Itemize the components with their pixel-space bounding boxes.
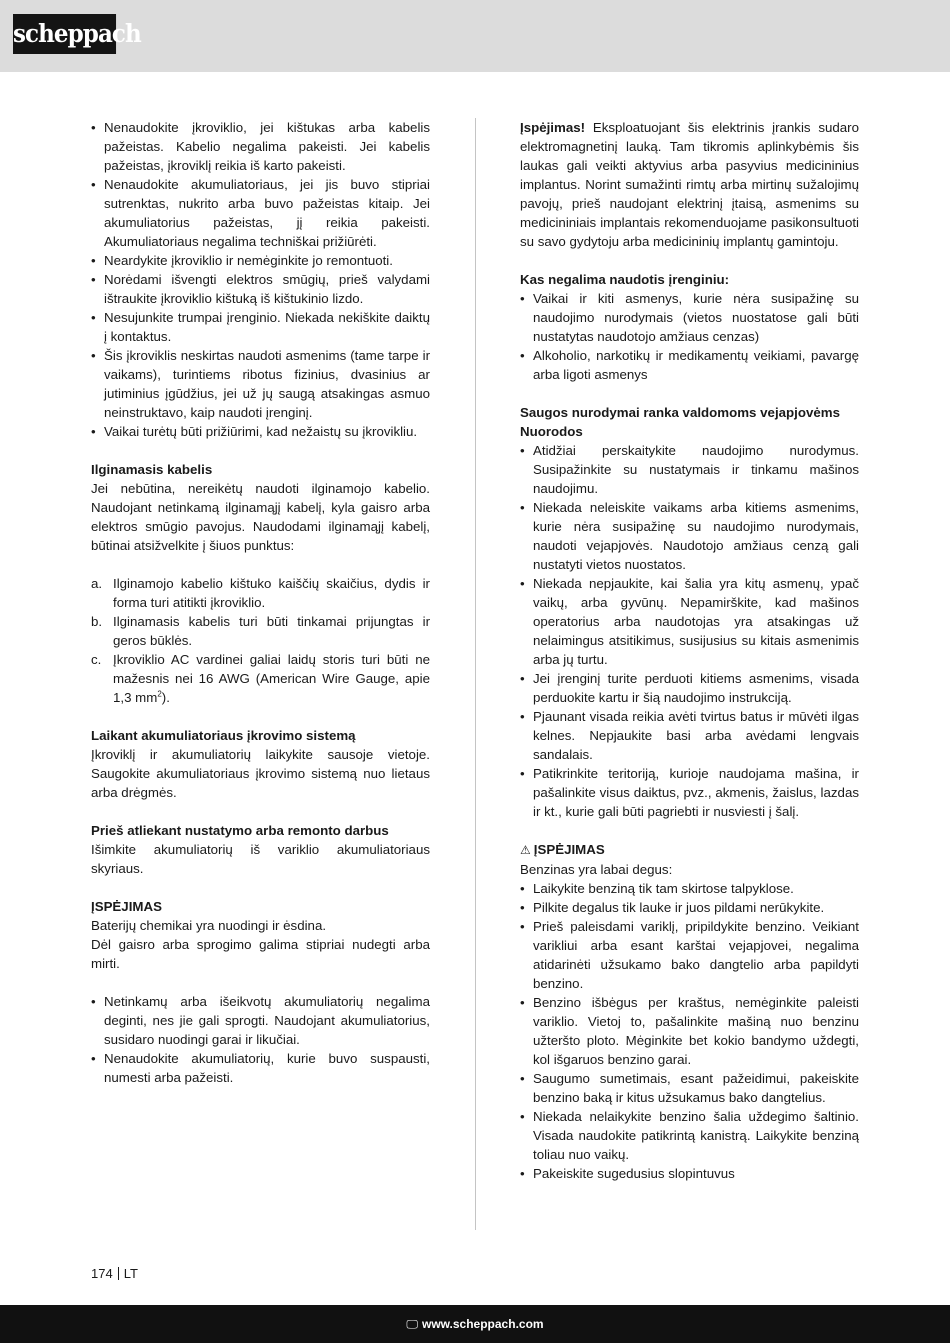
- battery-warning-heading: ĮSPĖJIMAS: [91, 899, 162, 914]
- list-item: • Norėdami išvengti elektros smūgių, prieš valydami ištraukite įkroviklio kištuką iš kištukinio lizdo.: [91, 270, 430, 308]
- list-item: • Niekada nepjaukite, kai šalia yra kitų asmenų, ypač vaikų, arba gyvūnų. Nepamirškite, kad mašinos operatorius arba naudotojas yra atsakingas už nelaimingus atsitikimus, susijusius su kitais asmenimis arba jų turtu.: [520, 574, 859, 669]
- list-item: [91, 574, 430, 612]
- extension-cable-text: Jei nebūtina, nereikėtų naudoti ilginamojo kabelio. Naudojant netinkamą ilginamąjį kabelį, kyla gaisro arba elektros smūgio pavojus. Naudodami ilginamąjį kabelį, būtinai atsižvelkite į šiuos punktus:: [91, 481, 430, 553]
- fuel-warning-heading: [520, 840, 859, 860]
- list-item: • Pjaunant visada reikia avėti tvirtus batus ir mūvėti ilgas kelnes. Nepjaukite basi arba avėdami lengvais sandalais.: [520, 707, 859, 764]
- who-list: [520, 289, 859, 384]
- extension-cable-list: [91, 574, 430, 707]
- list-item: • Pilkite degalus tik lauke ir juos pildami nerūkykite.: [520, 898, 859, 917]
- storage-heading: Laikant akumuliatoriaus įkrovimo sistemą: [91, 728, 356, 743]
- mower-safety-list: [520, 441, 859, 821]
- page-footer: [0, 1305, 950, 1343]
- list-item: • Benzino išbėgus per kraštus, nemėginkite paleisti variklio. Vietoj to, pašalinkite mašiną nuo benzinu užteršto ploto. Mėginkite bet kokio bandymo uždegti, kol išgaruos benzino garai.: [520, 993, 859, 1069]
- page-number-value: 174: [91, 1266, 113, 1281]
- brand-logo: scheppach: [13, 14, 116, 54]
- warning-triangle-icon: ⚠: [520, 843, 531, 857]
- page-header: [0, 0, 950, 72]
- battery-safety-list: [91, 992, 430, 1087]
- list-item: • Nenaudokite akumuliatoriaus, jei jis buvo stipriai sutrenktas, nukrito arba buvo pažeistas kitaip. Jei akumuliatorius pažeistas, jį reikia pakeisti. Akumuliatoriaus negalima techniškai prižiūrėti.: [91, 175, 430, 251]
- battery-warning-line: Baterijų chemikai yra nuodingi ir ėsdina.: [91, 918, 327, 933]
- list-item: • Šis įkroviklis neskirtas naudoti asmenims (tame tarpe ir vaikams), turintiems ribotus fizinius, dvasinius ar jutiminius įgūdžius, jei už jų saugą atsakingas asmuo neinstruktavo, kaip naudoti įrenginį.: [91, 346, 430, 422]
- list-item: • Niekada neleiskite vaikams arba kitiems asmenims, kurie nėra susipažinę su naudojimo nurodymais, naudoti vejapjovės. Naudotojo amžiaus cenzą gali nustatyti vietos nuostatos.: [520, 498, 859, 574]
- fuel-warning-title: ĮSPĖJIMAS: [533, 842, 605, 857]
- em-warning-text: Eksploatuojant šis elektrinis įrankis sudaro elektromagnetinį lauką. Tam tikromis aplinkybėmis šis laukas gali veikti aktyvius arba pasyvius medicininius implantus. Norint sumažinti rimtų arba mirtinų sužalojimų pavojų, prieš naudojant elektrinį įtaisą, asmenims su medicininiais implantais rekomenduojame pasikonsultuoti su savo gydytoju arba medicininių implantų gamintoju.: [520, 120, 859, 249]
- list-item-text: Ilginamojo kabelio kištuko kaiščių skaičius, dydis ir forma turi atitikti įkroviklio.: [113, 576, 430, 610]
- list-item: • Atidžiai perskaitykite naudojimo nurodymus. Susipažinkite su nustatymais ir tinkamu mašinos naudojimu.: [520, 441, 859, 498]
- list-item: • Laikykite benziną tik tam skirtose talpyklose.: [520, 879, 859, 898]
- list-item: • Saugumo sumetimais, esant pažeidimui, pakeiskite benzino baką ir kitus užsukamus bako dangtelius.: [520, 1069, 859, 1107]
- service-heading: Prieš atliekant nustatymo arba remonto darbus: [91, 823, 389, 838]
- list-item: • Vaikai ir kiti asmenys, kurie nėra susipažinę su naudojimo nurodymais (vietos nuostatose gali būti nustatytas naudotojo amžiaus cenzas): [520, 289, 859, 346]
- list-item: [91, 650, 430, 707]
- list-marker: b.: [91, 614, 103, 629]
- list-item: • Jei įrenginį turite perduoti kitiems asmenims, visada perduokite kartu ir šią naudojimo instrukciją.: [520, 669, 859, 707]
- fuel-intro: Benzinas yra labai degus:: [520, 862, 673, 877]
- list-item: • Nesujunkite trumpai įrenginio. Niekada nekiškite daiktų į kontaktus.: [91, 308, 430, 346]
- list-marker: c.: [91, 652, 102, 667]
- list-marker: a.: [91, 576, 103, 591]
- left-column: [91, 118, 430, 1087]
- monitor-icon: 🖵: [406, 1317, 418, 1331]
- page-number-separator: [118, 1267, 119, 1280]
- mower-safety-heading: Saugos nurodymai ranka valdomoms vejapjovėms: [520, 405, 840, 420]
- storage-text: Įkroviklį ir akumuliatorių laikykite sausoje vietoje. Saugokite akumuliatoriaus įkrovimo sistemą nuo lietaus arba drėgmės.: [91, 747, 430, 800]
- who-heading: Kas negalima naudotis įrenginiu:: [520, 272, 730, 287]
- column-divider: [475, 118, 476, 1230]
- service-text: Išimkite akumuliatorių iš variklio akumuliatoriaus skyriaus.: [91, 842, 430, 876]
- em-warning-lead: Įspėjimas!: [520, 120, 586, 135]
- list-item: [91, 612, 430, 650]
- right-column: [520, 118, 859, 1183]
- list-item-tail: ).: [161, 690, 170, 705]
- list-item: • Nenaudokite akumuliatorių, kurie buvo suspausti, numesti arba pažeisti.: [91, 1049, 430, 1087]
- em-warning-paragraph: [520, 118, 859, 251]
- website-link[interactable]: www.scheppach.com: [421, 1317, 544, 1331]
- list-item: • Netinkamų arba išeikvotų akumuliatorių negalima deginti, nes jie gali sprogti. Naudojant akumuliatorius, susidaro nuodingi garai ir likučiai.: [91, 992, 430, 1049]
- list-item: • Niekada nelaikykite benzino šalia uždegimo šaltinio. Visada naudokite patikrintą kanistrą. Laikykite benziną toliau nuo vaikų.: [520, 1107, 859, 1164]
- list-item: • Nenaudokite įkroviklio, jei kištukas arba kabelis pažeistas. Kabelio negalima pakeisti. Jei kabelis pažeistas, įkroviklį reikia iš karto pakeisti.: [91, 118, 430, 175]
- list-item: • Prieš paleisdami variklį, pripildykite benzino. Veikiant varikliui arba esant karštai vejapjovei, negalima atidarinėti užsukamo bako dangtelio arba papildyti benzino.: [520, 917, 859, 993]
- list-item: • Alkoholio, narkotikų ir medikamentų veikiami, pavargę arba ligoti asmenys: [520, 346, 859, 384]
- list-item: • Patikrinkite teritoriją, kurioje naudojama mašina, ir pašalinkite visus daiktus, pvz., akmenis, žaislus, lazdas ir kt., kurie gali būti pagriebti ir nusviesti į šalį.: [520, 764, 859, 821]
- battery-warning-line: Dėl gaisro arba sprogimo galima stipriai nudegti arba mirti.: [91, 937, 430, 971]
- charger-safety-list: [91, 118, 430, 441]
- mower-safety-subheading: Nuorodos: [520, 424, 583, 439]
- page-number: [91, 1266, 138, 1282]
- list-item: • Vaikai turėtų būti prižiūrimi, kad nežaistų su įkrovikliu.: [91, 422, 430, 441]
- fuel-safety-list: [520, 879, 859, 1183]
- language-code: LT: [123, 1266, 138, 1281]
- list-item-text: Ilginamasis kabelis turi būti tinkamai prijungtas ir geros būklės.: [113, 614, 430, 648]
- extension-cable-heading: Ilginamasis kabelis: [91, 462, 213, 477]
- list-item: • Pakeiskite sugedusius slopintuvus: [520, 1164, 859, 1183]
- superscript: 2: [157, 689, 162, 699]
- list-item-text: Įkroviklio AC vardinei galiai laidų storis turi būti ne mažesnis nei 16 AWG (American Wire Gauge, apie 1,3 mm: [113, 652, 430, 705]
- list-item: • Neardykite įkroviklio ir nemėginkite jo remontuoti.: [91, 251, 430, 270]
